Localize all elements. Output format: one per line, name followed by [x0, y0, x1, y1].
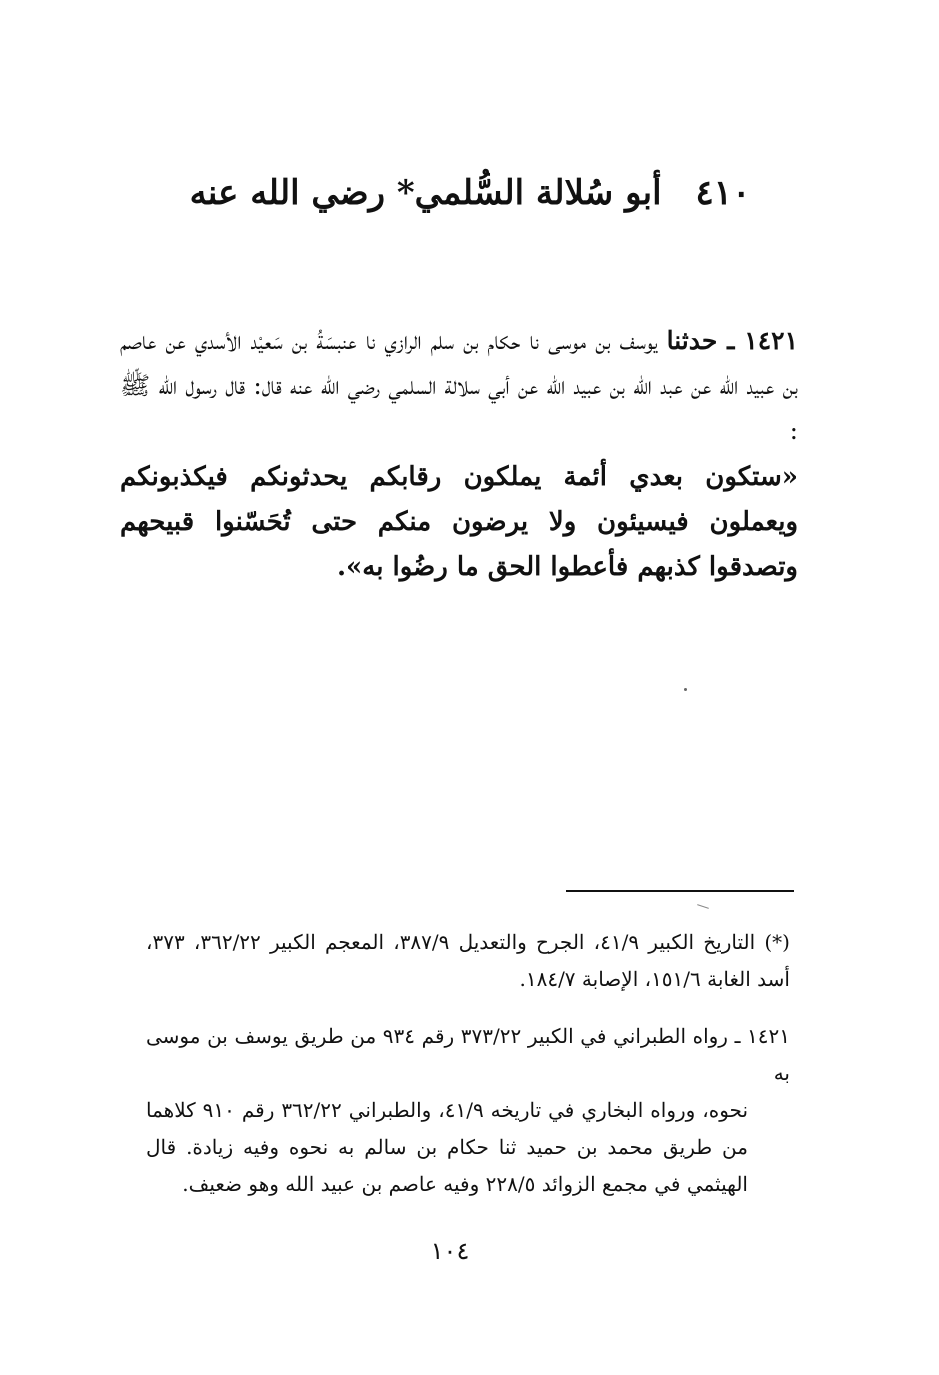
- footnote-biography: [146, 924, 790, 998]
- speck-mark: [684, 688, 687, 691]
- section-title: [120, 168, 820, 218]
- page-number: ١٠٤: [430, 1237, 470, 1265]
- footnote-takhrij: [146, 1018, 790, 1203]
- footnote-takhrij-continuation: نحوه، ورواه البخاري في تاريخه ٤١/٩، والطبراني ٣٦٢/٢٢ رقم ٩١٠ كلاهما من طريق محمد بن حميد ثنا حكام بن سالم به نحوه وفيه زيادة. قال الهيثمي في مجمع الزوائد ٢٢٨/٥ وفيه عاصم بن عبيد الله وهو ضعيف.: [146, 1098, 749, 1196]
- footnote-takhrij-first-line: ١٤٢١ ـ رواه الطبراني في الكبير ٣٧٣/٢٢ رقم ٩٣٤ من طريق يوسف بن موسى به: [146, 1024, 791, 1085]
- section-number: ٤١٠: [695, 173, 751, 213]
- section-heading: أبو سُلالة السُّلمي* رضي الله عنه: [189, 173, 662, 213]
- hadith-block: [120, 318, 798, 590]
- separator-tick-mark: [697, 904, 709, 909]
- footnote-separator: [566, 890, 794, 892]
- footnote-biography-text: (*) التاريخ الكبير ٤١/٩، الجرح والتعديل ٣٨٧/٩، المعجم الكبير ٣٦٢/٢٢، ٣٧٣، أسد الغابة ١٥١/٦، الإصابة ١٨٤/٧.: [146, 930, 790, 991]
- hadith-isnad-paragraph: [120, 318, 798, 453]
- hadith-matn: «ستكون بعدي أئمة يملكون رقابكم يحدثونكم فيكذبونكم ويعملون فيسيئون ولا يرضون منكم حتى تُحَسّنوا قبيحهم وتصدقوا كذبهم فأعطوا الحق ما رضُوا به».: [120, 462, 798, 582]
- hadith-isnad: يوسف بن موسى نا حكام بن سلم الرازي نا عنبسَةُ بن سَعيْد الأسدي عن عاصم بن عبيد الله عن عبد الله بن عبيد الله عن أبي سلالة السلمي رضي الله عنه قال: قال رسول الله ﷺ :: [120, 326, 798, 445]
- hadith-number-lead: ١٤٢١ ـ حدثنا: [666, 326, 798, 355]
